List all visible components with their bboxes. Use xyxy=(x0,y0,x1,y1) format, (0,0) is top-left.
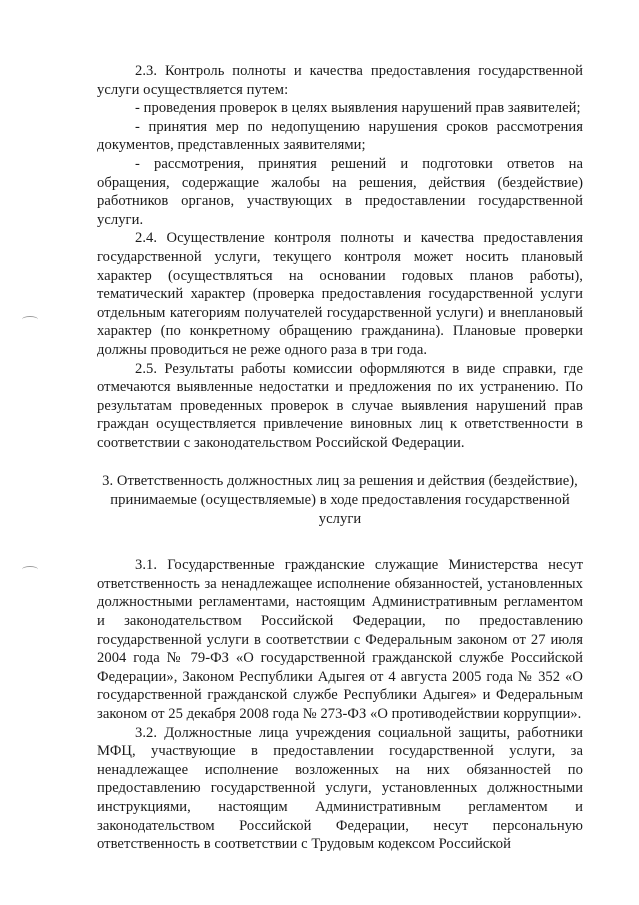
scan-hole-mark-lower xyxy=(22,566,38,573)
paragraph-3-2: 3.2. Должностные лица учреждения социальной защиты, работники МФЦ, участвующие в предоставлении государственной услуги, за ненадлежащее исполнение возложенных на них обязанностей по предоставлению государственной услуги, установленных должностными инструкциями, настоящим Административным регламентом и законодательством Российской Федерации, несут персональную ответственность в соответствии с Трудовым кодексом Российской xyxy=(97,724,583,853)
list-item-inspections: - проведения проверок в целях выявления нарушений прав заявителей; xyxy=(135,100,581,117)
paragraph-2-4: 2.4. Осуществление контроля полноты и качества предоставления государственной услуги, текущего контроля может носить плановый характер (осуществляться на основании годовых планов работы), тематический характер (проверка предоставления государственной услуги отдельным категориям получателей государственной услуги) и внеплановый характер (по конкретному обращению гражданина). Плановые проверки должны проводиться не реже одного раза в три года. xyxy=(97,230,583,358)
scan-hole-mark-upper xyxy=(22,316,38,323)
paragraph-3-1: 3.1. Государственные гражданские служащие Министерства несут ответственность за ненадлежащее исполнение обязанностей, установленных должностными регламентами, настоящим Административным регламентом и законодательством Российской Федерации, по предоставлению государственной услуги в соответствии с Федеральным законом от 27 июля 2004 года № 79-ФЗ «О государственной гражданской службе Российской Федерации», Законом Республики Адыгея от 4 августа 2005 года № 352 «О государственной гражданской службе Республики Адыгея» и Федеральным законом от 25 декабря 2008 года № 273-ФЗ «О противодействии коррупции». xyxy=(97,557,583,722)
paragraph-2-3: 2.3. Контроль полноты и качества предоставления государственной услуги осуществляется путем: xyxy=(97,63,583,98)
list-item-complaints: - рассмотрения, принятия решений и подготовки ответов на обращения, содержащие жалобы на решения, действия (бездействие) работников органов, участвующих в предоставлении государственной услуги. xyxy=(97,155,583,228)
spacer xyxy=(97,528,583,556)
spacer xyxy=(97,452,583,472)
document-body xyxy=(97,62,583,854)
paragraph-2-5: 2.5. Результаты работы комиссии оформляются в виде справки, где отмечаются выявленные недостатки и предложения по их устранению. По результатам проведенных проверок в случае выявления нарушений прав граждан осуществляется привлечение виновных лиц к ответственности в соответствии с законодательством Российской Федерации. xyxy=(97,360,583,451)
section-3-heading: 3. Ответственность должностных лиц за решения и действия (бездействие), принимаемые (осуществляемые) в ходе предоставления государственной услуги xyxy=(102,473,578,527)
list-item-measures: - принятия мер по недопущению нарушения сроков рассмотрения документов, представленных заявителями; xyxy=(97,118,583,154)
